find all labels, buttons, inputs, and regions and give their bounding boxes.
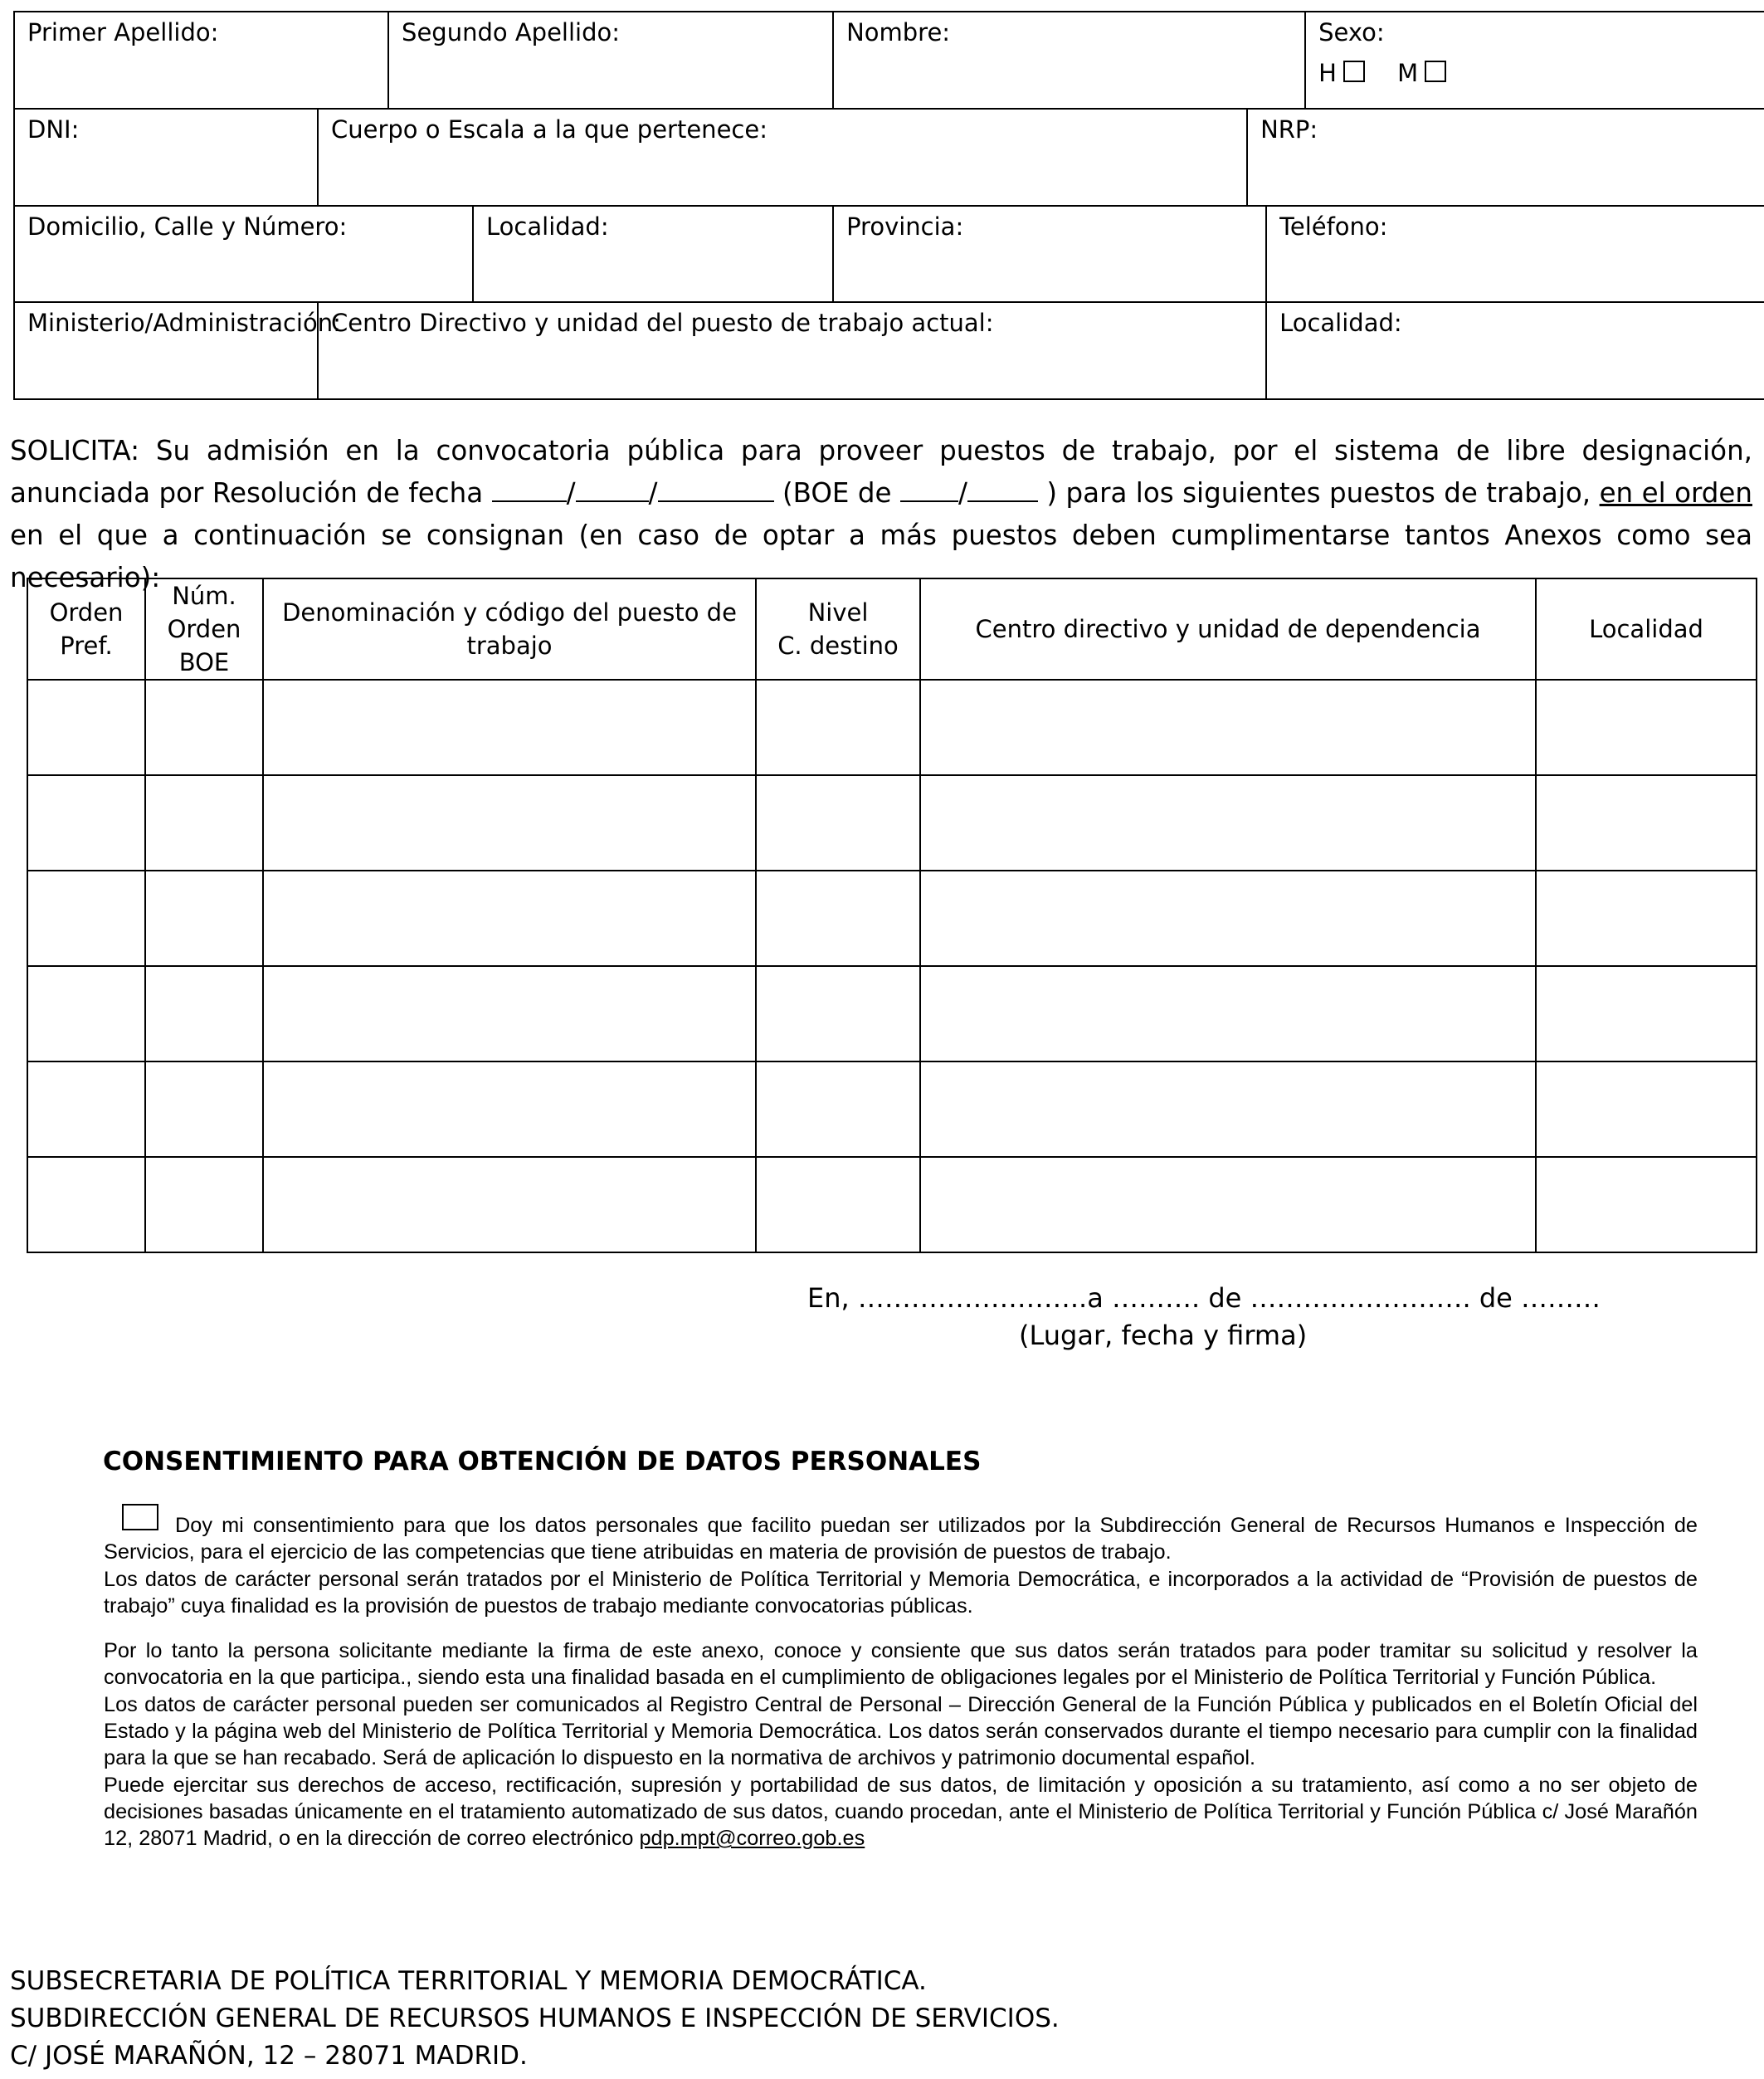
table-cell[interactable] (756, 680, 920, 775)
header-centro-directivo: Centro directivo y unidad de dependencia (920, 578, 1536, 680)
field-nombre[interactable] (833, 12, 1305, 109)
solicita-text-3: en el que a continuación se consignan (en caso de optar a más puestos deben cumplimentarse tantos Anexos como sea necesario): (10, 520, 1752, 593)
label-nombre: Nombre: (846, 18, 951, 46)
fecha-anio-blank[interactable] (658, 476, 774, 502)
field-localidad-trabajo[interactable] (1266, 302, 1764, 399)
label-sexo-h: H (1318, 59, 1337, 87)
table-cell[interactable] (920, 871, 1536, 966)
table-cell[interactable] (920, 966, 1536, 1061)
table-cell[interactable] (27, 1157, 145, 1252)
field-localidad[interactable] (473, 206, 833, 302)
label-segundo-apellido: Segundo Apellido: (402, 18, 620, 46)
table-cell[interactable] (756, 775, 920, 871)
solicita-underlined: en el orden (1599, 477, 1752, 509)
table-row (27, 966, 1757, 1061)
table-cell[interactable] (27, 680, 145, 775)
field-nrp[interactable] (1247, 109, 1764, 206)
boe-open-text: (BOE de (773, 477, 900, 509)
table-row (27, 1157, 1757, 1252)
table-cell[interactable] (1536, 775, 1757, 871)
field-provincia[interactable] (833, 206, 1266, 302)
table-cell[interactable] (756, 871, 920, 966)
consent-paragraph-4: Los datos de carácter personal pueden ser comunicados al Registro Central de Personal – Dirección General de la Función Pública y publicados en el Boletín Oficial del Estado y la página web del Ministerio de Política Territorial y Memoria Democrática. Los datos serán conservados durante el tiempo necesario para cumplir con la finalidad para la que se han recabado. Será de aplicación lo dispuesto en la normativa de archivos y patrimonio documental español. (104, 1692, 1698, 1770)
table-cell[interactable] (27, 775, 145, 871)
field-cuerpo[interactable] (318, 109, 1247, 206)
firma-line[interactable]: En, ……………………..a ………. de ……………………. de ……… (807, 1282, 1601, 1314)
fecha-separator-1: / (566, 477, 576, 509)
table-cell[interactable] (756, 1061, 920, 1157)
footer-address (10, 1963, 1060, 2075)
consent-text-5: Puede ejercitar sus derechos de acceso, rectificación, supresión y portabilidad de sus datos, de limitación y oposición a su tratamiento, así como a no ser objeto de decisiones basadas únicamente en el tratamiento automatizado de sus datos, cuando procedan, ante el Ministerio de Política Territorial y Función Pública c/ José Marañón 12, 28071 Madrid, o en la dirección de correo electrónico (104, 1773, 1698, 1851)
table-cell[interactable] (27, 966, 145, 1061)
table-row (27, 680, 1757, 775)
consent-paragraph-3: Por lo tanto la persona solicitante mediante la firma de este anexo, conoce y consiente que sus datos serán tratados para poder tramitar su solicitud y resolver la convocatoria en la que participa., siendo esta una finalidad basada en el cumplimiento de obligaciones legales por el Ministerio de Política Territorial y Función Pública. (104, 1639, 1698, 1690)
table-cell[interactable] (1536, 680, 1757, 775)
email-link[interactable]: pdp.mpt@correo.gob.es (639, 1827, 865, 1851)
table-cell[interactable] (1536, 966, 1757, 1061)
puestos-table (27, 578, 1757, 1253)
solicita-text-1: SOLICITA: Su admisión en la convocatoria pública para proveer puestos de trabajo, por el sistema de libre designación, anunciada por Resolución de fecha (10, 435, 1752, 509)
table-cell[interactable] (263, 871, 756, 966)
solicita-paragraph (10, 430, 1752, 599)
fecha-dia-blank[interactable] (492, 476, 567, 502)
table-cell[interactable] (1536, 1157, 1757, 1252)
table-cell[interactable] (920, 1157, 1536, 1252)
field-sexo (1305, 12, 1764, 109)
table-cell[interactable] (145, 1061, 263, 1157)
footer-line-3: C/ JOSÉ MARAÑÓN, 12 – 28071 MADRID. (10, 2041, 528, 2071)
label-dni: DNI: (27, 115, 80, 144)
table-cell[interactable] (1536, 1061, 1757, 1157)
header-num-orden-boe: Núm. Orden BOE (145, 578, 263, 680)
personal-data-table (13, 11, 1764, 400)
header-orden-pref: Orden Pref. (27, 578, 145, 680)
table-cell[interactable] (756, 966, 920, 1061)
table-cell[interactable] (263, 1157, 756, 1252)
solicita-text-2: ) para los siguientes puestos de trabajo, (1037, 477, 1600, 509)
consent-text-1: Doy mi consentimiento para que los datos personales que facilito puedan ser utilizados por la Subdirección General de Recursos Humanos e Inspección de Servicios, para el ejercicio de las competencias que tiene atribuidas en materia de provisión de puestos de trabajo. (104, 1514, 1698, 1564)
table-cell[interactable] (920, 775, 1536, 871)
consent-paragraph-1 (104, 1504, 1698, 1566)
consent-checkbox[interactable] (122, 1504, 158, 1530)
field-dni[interactable] (14, 109, 318, 206)
table-cell[interactable] (920, 1061, 1536, 1157)
table-cell[interactable] (27, 871, 145, 966)
boe-dia-blank[interactable] (900, 476, 958, 502)
label-sexo-m: M (1397, 59, 1419, 87)
label-localidad: Localidad: (486, 212, 609, 241)
table-cell[interactable] (27, 1061, 145, 1157)
label-nrp: NRP: (1260, 115, 1318, 144)
consent-paragraph-5 (104, 1772, 1698, 1852)
field-ministerio[interactable] (14, 302, 341, 399)
header-nivel: Nivel C. destino (756, 578, 920, 680)
checkbox-sexo-m[interactable] (1425, 61, 1446, 82)
table-row (27, 1061, 1757, 1157)
table-cell[interactable] (263, 1061, 756, 1157)
label-telefono: Teléfono: (1279, 212, 1388, 241)
field-domicilio[interactable] (14, 206, 473, 302)
footer-line-2: SUBDIRECCIÓN GENERAL DE RECURSOS HUMANOS E INSPECCIÓN DE SERVICIOS. (10, 2003, 1060, 2033)
label-provincia: Provincia: (846, 212, 964, 241)
header-denominacion: Denominación y código del puesto de trabajo (263, 578, 756, 680)
field-primer-apellido[interactable] (14, 12, 388, 109)
label-localidad-trabajo: Localidad: (1279, 309, 1402, 337)
table-cell[interactable] (1536, 871, 1757, 966)
boe-separator: / (958, 477, 967, 509)
label-ministerio: Ministerio/Administración: (27, 309, 341, 337)
sexo-options (1318, 59, 1471, 87)
label-cuerpo: Cuerpo o Escala a la que pertenece: (331, 115, 767, 144)
table-row (27, 871, 1757, 966)
table-cell[interactable] (263, 775, 756, 871)
table-cell[interactable] (145, 680, 263, 775)
table-cell[interactable] (920, 680, 1536, 775)
label-sexo: Sexo: (1318, 18, 1385, 46)
field-telefono[interactable] (1266, 206, 1764, 302)
firma-caption: (Lugar, fecha y firma) (1019, 1320, 1308, 1351)
label-primer-apellido: Primer Apellido: (27, 18, 219, 46)
label-centro-directivo: Centro Directivo y unidad del puesto de trabajo actual: (331, 309, 994, 337)
table-cell[interactable] (145, 1157, 263, 1252)
table-cell[interactable] (145, 775, 263, 871)
label-domicilio: Domicilio, Calle y Número: (27, 212, 348, 241)
table-cell[interactable] (263, 680, 756, 775)
puestos-header-row (27, 578, 1757, 680)
footer-line-1: SUBSECRETARIA DE POLÍTICA TERRITORIAL Y MEMORIA DEMOCRÁTICA. (10, 1966, 927, 1996)
fecha-mes-blank[interactable] (576, 476, 649, 502)
checkbox-sexo-h[interactable] (1343, 61, 1365, 82)
table-cell[interactable] (756, 1157, 920, 1252)
consent-text (104, 1504, 1698, 1852)
field-centro-directivo[interactable] (318, 302, 1266, 399)
table-cell[interactable] (145, 871, 263, 966)
field-segundo-apellido[interactable] (388, 12, 833, 109)
header-localidad: Localidad (1536, 578, 1757, 680)
consent-title: CONSENTIMIENTO PARA OBTENCIÓN DE DATOS PERSONALES (103, 1447, 982, 1476)
table-cell[interactable] (263, 966, 756, 1061)
consent-paragraph-2: Los datos de carácter personal serán tratados por el Ministerio de Política Territorial y Memoria Democrática, e incorporados a la actividad de “Provisión de puestos de trabajo” cuya finalidad es la provisión de puestos de trabajo mediante convocatorias públicas. (104, 1567, 1698, 1618)
table-row (27, 775, 1757, 871)
table-cell[interactable] (145, 966, 263, 1061)
boe-mes-blank[interactable] (967, 476, 1038, 502)
fecha-separator-2: / (648, 477, 658, 509)
